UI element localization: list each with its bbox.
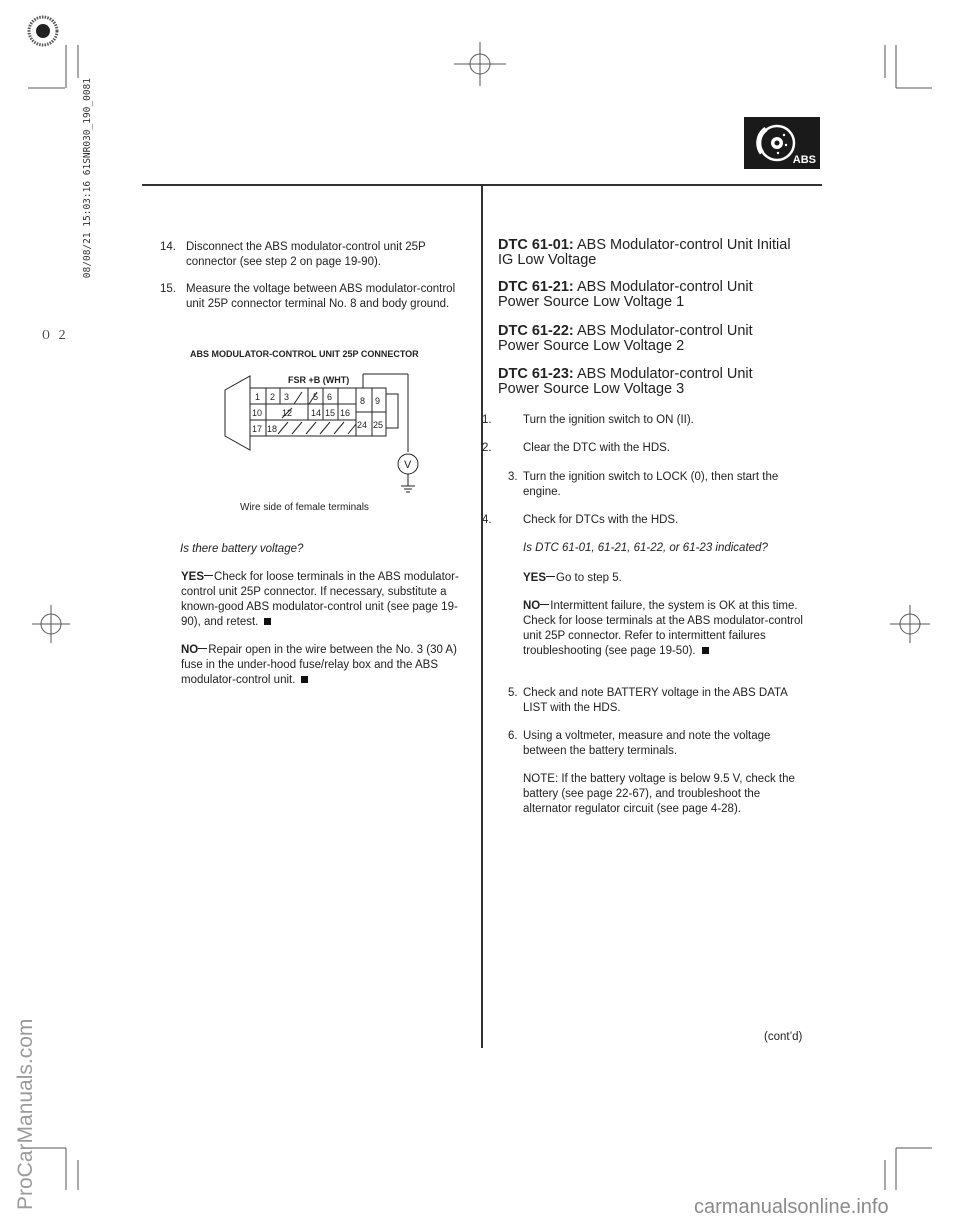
- side-mark: ０２: [40, 328, 73, 342]
- pin-24: 24: [357, 420, 368, 430]
- dtc-code: DTC 61-23:: [498, 366, 574, 382]
- no-text: Intermittent failure, the system is OK at this time. Check for loose terminals at the ABS modulator-control unit 25P connector. Refer to intermittent failures troubleshooting (see page 19-50).: [523, 600, 803, 657]
- pin-3: 3: [284, 392, 290, 402]
- no-text: Repair open in the wire between the No. 3 (30 A) fuse in the under-hood fuse/relay box and the ABS modulator-control unit.: [181, 644, 457, 686]
- end-mark: [702, 647, 709, 654]
- dtc-title-line2: Power Source Low Voltage 2: [498, 338, 685, 354]
- left-no-block: [181, 643, 466, 688]
- pin-1: 1: [255, 392, 261, 402]
- left-step-15: [160, 282, 465, 312]
- right-step-2: [482, 441, 808, 456]
- wire-label: FSR +B (WHT): [288, 375, 350, 385]
- diagram-caption: Wire side of female terminals: [240, 502, 369, 513]
- dtc-code: DTC 61-01:: [498, 237, 574, 253]
- end-mark: [264, 618, 271, 625]
- yes-label: YES: [523, 572, 547, 584]
- dtc-code: DTC 61-21:: [498, 279, 574, 295]
- step-text: Turn the ignition switch to ON (II).: [523, 414, 694, 426]
- dtc-heading-61-01: [498, 238, 818, 268]
- dtc-title: ABS Modulator-control Unit: [576, 279, 753, 295]
- right-question: Is DTC 61-01, 61-21, 61-22, or 61-23 indicated?: [523, 542, 768, 554]
- step-text: Check for DTCs with the HDS.: [523, 514, 679, 526]
- left-question: Is there battery voltage?: [180, 543, 304, 555]
- right-yes-block: [523, 571, 813, 586]
- step-number: 6.: [508, 730, 518, 742]
- dash: [546, 576, 555, 577]
- pin-18: 18: [267, 424, 278, 434]
- right-note: NOTE: If the battery voltage is below 9.5 V, check the battery (see page 22-67), and troubleshoot the alternator regulator circuit (see page 4-28).: [523, 773, 795, 815]
- step-number: 14.: [160, 241, 176, 253]
- right-step-4: [482, 513, 808, 528]
- continued-label: (cont’d): [764, 1031, 803, 1043]
- dash: [198, 648, 207, 649]
- pin-2: 2: [270, 392, 276, 402]
- yes-text: Check for loose terminals in the ABS modulator-control unit 25P connector. If necessary, substitute a known-good ABS modulator-control unit (see page 19-90), and retest.: [181, 571, 459, 628]
- dtc-title: ABS Modulator-control Unit Initial: [576, 237, 791, 253]
- no-label: NO: [523, 600, 541, 612]
- dtc-title: ABS Modulator-control Unit: [576, 323, 753, 339]
- pin-8: 8: [360, 396, 366, 406]
- pin-16: 16: [340, 408, 351, 418]
- dtc-title: ABS Modulator-control Unit: [576, 366, 753, 382]
- step-text: Measure the voltage between ABS modulator-control unit 25P connector terminal No. 8 and body ground.: [186, 283, 456, 310]
- step-text: Check and note BATTERY voltage in the ABS DATA LIST with the HDS.: [523, 687, 788, 714]
- step-number: 2.: [482, 442, 492, 454]
- step-number: 3.: [508, 471, 518, 483]
- no-label: NO: [181, 644, 199, 656]
- step-number: 5.: [508, 687, 518, 699]
- starburst-mark: [29, 17, 57, 45]
- dtc-title-line2: IG Low Voltage: [498, 252, 597, 268]
- step-text: Turn the ignition switch to LOCK (0), then start the engine.: [523, 471, 779, 498]
- dtc-heading-61-22: [498, 324, 818, 354]
- pin-6: 6: [327, 392, 333, 402]
- dtc-heading-61-23: [498, 367, 818, 397]
- pin-14: 14: [311, 408, 322, 418]
- pin-17: 17: [252, 424, 263, 434]
- pin-12: 12: [282, 408, 293, 418]
- voltmeter-label: V: [404, 459, 412, 471]
- right-step-6: [508, 729, 808, 759]
- step-text: Using a voltmeter, measure and note the voltage between the battery terminals.: [523, 730, 771, 757]
- dash: [540, 604, 549, 605]
- step-text: Disconnect the ABS modulator-control unit 25P connector (see step 2 on page 19-90).: [186, 241, 426, 268]
- dtc-code: DTC 61-22:: [498, 323, 574, 339]
- pin-5: 5: [313, 392, 319, 402]
- right-no-block: [523, 599, 813, 659]
- diagram-title: ABS MODULATOR-CONTROL UNIT 25P CONNECTOR: [190, 349, 419, 359]
- step-number: 15.: [160, 283, 176, 295]
- pin-9: 9: [375, 396, 381, 406]
- column-divider: [481, 186, 483, 1048]
- yes-label: YES: [181, 571, 205, 583]
- step-text: Clear the DTC with the HDS.: [523, 442, 670, 454]
- right-step-3: [508, 470, 808, 500]
- right-step-5: [508, 686, 808, 716]
- bottom-watermark: carmanualsonline.info: [694, 1196, 889, 1218]
- pin-10: 10: [252, 408, 263, 418]
- end-mark: [301, 676, 308, 683]
- print-stamp-text: 08/08/21 15:03:16 61SNR030_190_0081: [82, 78, 93, 279]
- step-number: 1.: [482, 414, 492, 426]
- dtc-heading-61-21: [498, 280, 818, 310]
- right-step-1: [482, 413, 808, 428]
- connector-diagram: [220, 368, 420, 498]
- step-number: 4.: [482, 514, 492, 526]
- left-yes-block: [181, 570, 466, 630]
- dtc-title-line2: Power Source Low Voltage 1: [498, 294, 685, 310]
- dash: [204, 575, 213, 576]
- dtc-title-line2: Power Source Low Voltage 3: [498, 381, 685, 397]
- abs-badge: [744, 117, 820, 169]
- print-stamp-rotated: [82, 78, 96, 318]
- abs-badge-label: ABS: [792, 154, 816, 166]
- side-watermark: ProCarManuals.com: [14, 1018, 37, 1210]
- left-step-14: [160, 240, 465, 270]
- yes-text: Go to step 5.: [556, 572, 622, 584]
- pin-15: 15: [325, 408, 336, 418]
- pin-25: 25: [373, 420, 384, 430]
